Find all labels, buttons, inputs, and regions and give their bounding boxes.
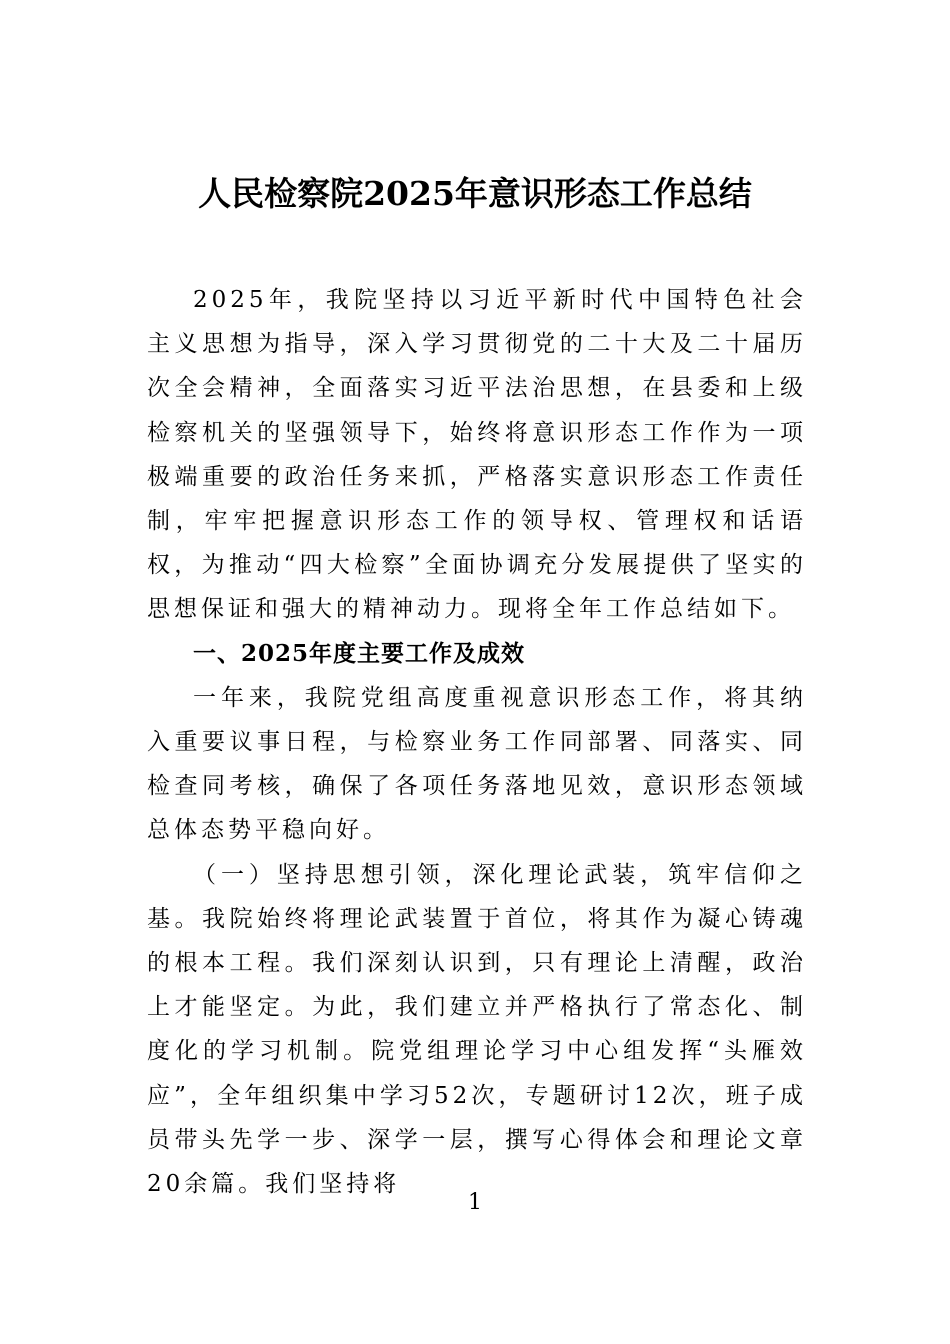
section-heading: 一、2025年度主要工作及成效 xyxy=(193,639,526,667)
section-intro-paragraph: 一年来，我院党组高度重视意识形态工作，将其纳入重要议事日程，与检察业务工作同部署、同落实、同检查同考核，确保了各项任务落地见效，意识形态领域总体态势平稳向好。 xyxy=(147,684,807,844)
document-title: 人民检察院2025年意识形态工作总结 xyxy=(198,174,752,213)
page-number: 1 xyxy=(468,1190,482,1215)
document-body xyxy=(147,278,807,1206)
subsection-paragraph: （一）坚持思想引领，深化理论武装，筑牢信仰之基。我院始终将理论武装置于首位，将其作为凝心铸魂的根本工程。我们深刻认识到，只有理论上清醒，政治上才能坚定。为此，我们建立并严格执行了常态化、制度化的学习机制。院党组理论学习中心组发挥“头雁效应”，全年组织集中学习52次，专题研讨12次，班子成员带头先学一步、深学一层，撰写心得体会和理论文章20余篇。我们坚持将 xyxy=(147,861,807,1198)
intro-paragraph: 2025年，我院坚持以习近平新时代中国特色社会主义思想为指导，深入学习贯彻党的二十大及二十届历次全会精神，全面落实习近平法治思想，在县委和上级检察机关的坚强领导下，始终将意识形态工作作为一项极端重要的政治任务来抓，严格落实意识形态工作责任制，牢牢把握意识形态工作的领导权、管理权和话语权，为推动“四大检察”全面协调充分发展提供了坚实的思想保证和强大的精神动力。现将全年工作总结如下。 xyxy=(147,287,807,623)
